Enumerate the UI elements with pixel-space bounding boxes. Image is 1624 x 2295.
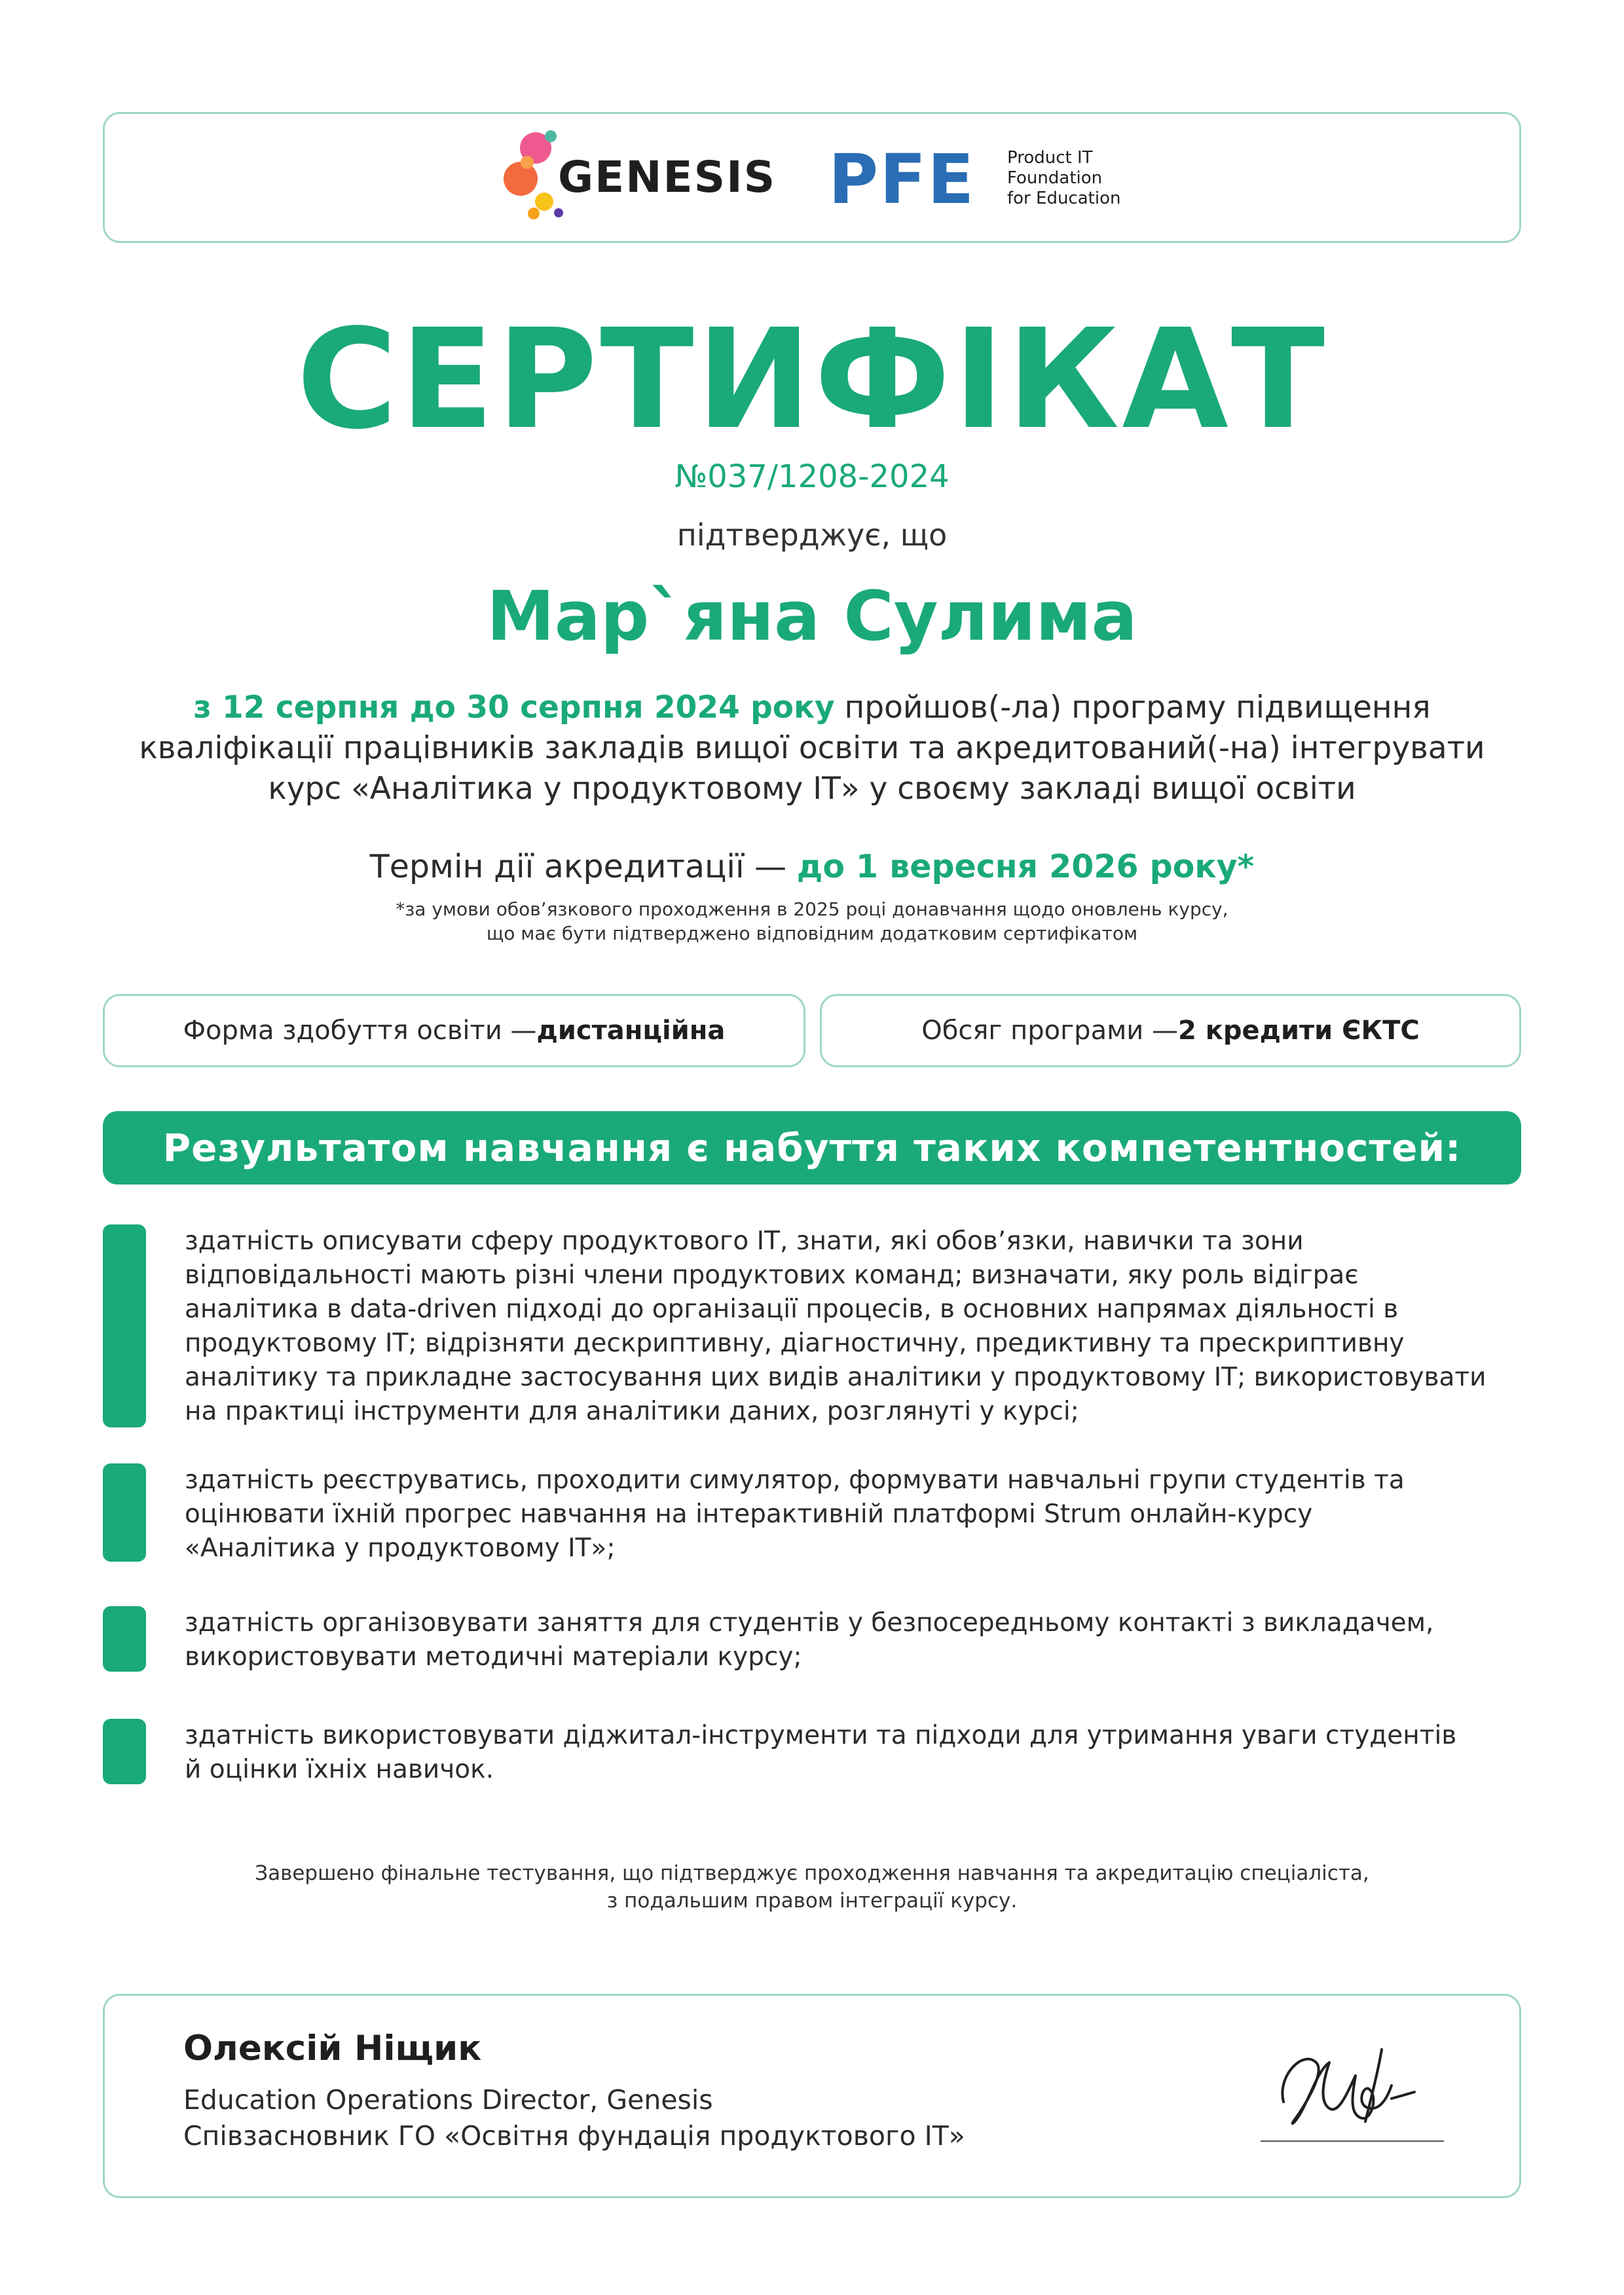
- footnote: [0, 897, 1624, 946]
- certificate-title: СЕРТИФІКАТ: [296, 299, 1328, 460]
- competency-bar: [103, 1606, 146, 1672]
- genesis-logo-icon: [494, 123, 566, 228]
- confirms-text: підтверджує, що: [676, 517, 948, 553]
- genesis-logo-text: GENESIS: [558, 152, 777, 202]
- footnote-line: що має бути підтверджено відповідним додатковим сертифікатом: [486, 923, 1138, 944]
- competency-text: [185, 1719, 1534, 1787]
- pfe-text-line: for Education: [1007, 189, 1121, 208]
- logo-header-box: [103, 112, 1521, 243]
- statement-line1: пройшов(-ла) програму підвищення: [834, 689, 1431, 725]
- competency-line: відповідальності мають різні члени продуктових команд; визначати, яку роль відіграє: [185, 1260, 1359, 1290]
- competency-line: оцінювати їхній прогрес навчання на інтерактивній платформі Strum онлайн-курсу: [185, 1499, 1313, 1529]
- education-form-label: Форма здобуття освіти —: [183, 1016, 537, 1046]
- pfe-text-line: Foundation: [1007, 168, 1103, 188]
- program-volume-label: Обсяг програми —: [921, 1016, 1178, 1046]
- certificate-number: №037/1208-2024: [674, 458, 950, 495]
- handwritten-signature-icon: [1257, 2023, 1447, 2148]
- validity: [0, 848, 1624, 885]
- pfe-text-line: Product IT: [1007, 148, 1093, 168]
- signer-role-line: Education Operations Director, Genesis: [183, 2084, 713, 2116]
- pfe-text: [1007, 148, 1120, 209]
- competency-bar: [103, 1224, 146, 1427]
- competency-line: й оцінки їхніх навичок.: [185, 1755, 494, 1784]
- competency-line: «Аналітика у продуктовому ІТ»;: [185, 1533, 616, 1563]
- statement-period: з 12 серпня до 30 серпня 2024 року: [193, 689, 835, 725]
- competency-text: [185, 1463, 1534, 1566]
- competency-line: здатність організовувати заняття для студентів у безпосередньому контакті з викладачем,: [185, 1608, 1434, 1638]
- competency-line: аналітика в data-driven підході до організації процесів, в основних напрямах діяльності в: [185, 1294, 1399, 1324]
- competency-item: [103, 1606, 1521, 1672]
- competency-item: [103, 1719, 1521, 1784]
- pfe-logo-icon: [828, 145, 992, 211]
- program-volume-value: 2 кредити ЄКТС: [1177, 1016, 1420, 1046]
- competency-line: здатність описувати сферу продуктового ІТ, знати, які обов’язки, навички та зони: [185, 1226, 1304, 1256]
- statement-line3: курс «Аналітика у продуктовому ІТ» у своєму закладі вищої освіти: [268, 771, 1356, 807]
- signer-role-line: Співзасновник ГО «Освітня фундація продуктового ІТ»: [183, 2120, 965, 2152]
- recipient-name: Мар`яна Сулима: [487, 576, 1137, 656]
- signer-name: Олексій Ніщик: [183, 2029, 482, 2068]
- competency-item: [103, 1224, 1521, 1427]
- validity-label: Термін дії акредитації —: [369, 848, 797, 885]
- competency-text: [185, 1606, 1534, 1674]
- final-note-line: Завершено фінальне тестування, що підтверджує проходження навчання та акредитацію спеціаліста,: [255, 1862, 1369, 1885]
- competency-line: здатність реєструватись, проходити симулятор, формувати навчальні групи студентів та: [185, 1465, 1405, 1495]
- competency-line: здатність використовувати діджитал-інструменти та підходи для утримання уваги студентів: [185, 1721, 1457, 1750]
- pfe-logo-text: PFE: [828, 145, 976, 211]
- signer-role: [183, 2082, 965, 2154]
- footnote-line: *за умови обов’язкового проходження в 2025 році донавчання щодо оновлень курсу,: [396, 898, 1228, 920]
- competency-item: [103, 1463, 1521, 1562]
- program-volume-box: [820, 994, 1521, 1067]
- competency-bar: [103, 1463, 146, 1562]
- education-form-box: [103, 994, 805, 1067]
- validity-value: до 1 вересня 2026 року*: [796, 848, 1255, 885]
- competency-line: продуктовому ІТ; відрізняти дескриптивну, діагностичну, предиктивну та прескриптивну: [185, 1329, 1405, 1358]
- statement: [98, 688, 1526, 809]
- final-note: [0, 1860, 1624, 1915]
- competency-line: аналітику та прикладне застосування цих видів аналітики у продуктовому ІТ; використовувати: [185, 1363, 1486, 1392]
- statement-line2: кваліфікації працівників закладів вищої освіти та акредитований(-на) інтегрувати: [139, 730, 1485, 766]
- education-form-value: дистанційна: [536, 1016, 726, 1046]
- competency-bar: [103, 1719, 146, 1784]
- competency-line: використовувати методичні матеріали курсу;: [185, 1642, 802, 1672]
- competencies-banner: Результатом навчання є набуття таких компетентностей:: [103, 1111, 1521, 1184]
- final-note-line: з подальшим правом інтеграції курсу.: [606, 1889, 1018, 1913]
- competency-line: на практиці інструменти для аналітики даних, розглянуті у курсі;: [185, 1397, 1079, 1426]
- competency-text: [185, 1224, 1534, 1429]
